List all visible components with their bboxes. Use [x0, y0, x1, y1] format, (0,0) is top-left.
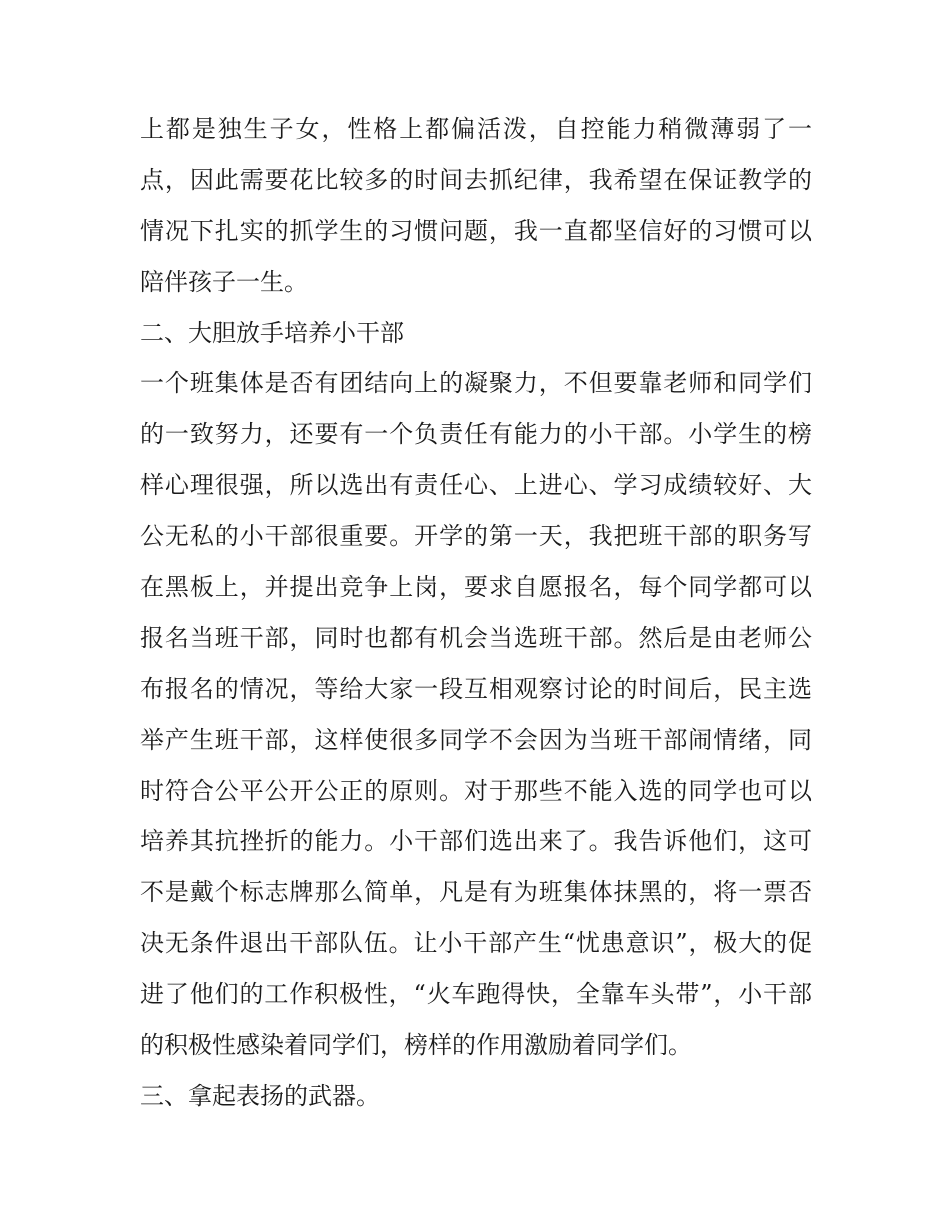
text-line: 布报名的情况，等给大家一段互相观察讨论的时间后，民主选 [140, 674, 812, 703]
text-line: 点，因此需要花比较多的时间去抓纪律，我希望在保证教学的 [140, 165, 812, 194]
text-line: 一个班集体是否有团结向上的凝聚力，不但要靠老师和同学们 [140, 369, 812, 398]
text-line: 决无条件退出干部队伍。让小干部产生“忧患意识”，极大的促 [140, 929, 812, 958]
text-line: 的积极性感染着同学们，榜样的作用激励着同学们。 [140, 1031, 692, 1060]
text-line: 情况下扎实的抓学生的习惯问题，我一直都坚信好的习惯可以 [140, 216, 812, 245]
text-line: 的一致努力，还要有一个负责任有能力的小干部。小学生的榜 [140, 420, 812, 449]
text-line: 时符合公平公开公正的原则。对于那些不能入选的同学也可以 [140, 776, 812, 805]
document-body [140, 104, 812, 1122]
text-line: 在黑板上，并提出竞争上岗，要求自愿报名，每个同学都可以 [140, 573, 812, 602]
text-line: 二、大胆放手培养小干部 [140, 318, 404, 347]
text-line: 陪伴孩子一生。 [140, 267, 308, 296]
text-line: 进了他们的工作积极性，“火车跑得快，全靠车头带”，小干部 [140, 980, 812, 1009]
text-line: 公无私的小干部很重要。开学的第一天，我把班干部的职务写 [140, 522, 812, 551]
text-line: 样心理很强，所以选出有责任心、上进心、学习成绩较好、大 [140, 471, 812, 500]
text-line: 不是戴个标志牌那么简单，凡是有为班集体抹黑的，将一票否 [140, 878, 812, 907]
text-line: 培养其抗挫折的能力。小干部们选出来了。我告诉他们，这可 [140, 827, 812, 856]
text-line: 举产生班干部，这样使很多同学不会因为当班干部闹情绪，同 [140, 725, 812, 754]
text-line: 三、拿起表扬的武器。 [140, 1081, 380, 1110]
text-line: 上都是独生子女，性格上都偏活泼，自控能力稍微薄弱了一 [140, 115, 812, 143]
text-line: 报名当班干部，同时也都有机会当选班干部。然后是由老师公 [140, 623, 812, 652]
